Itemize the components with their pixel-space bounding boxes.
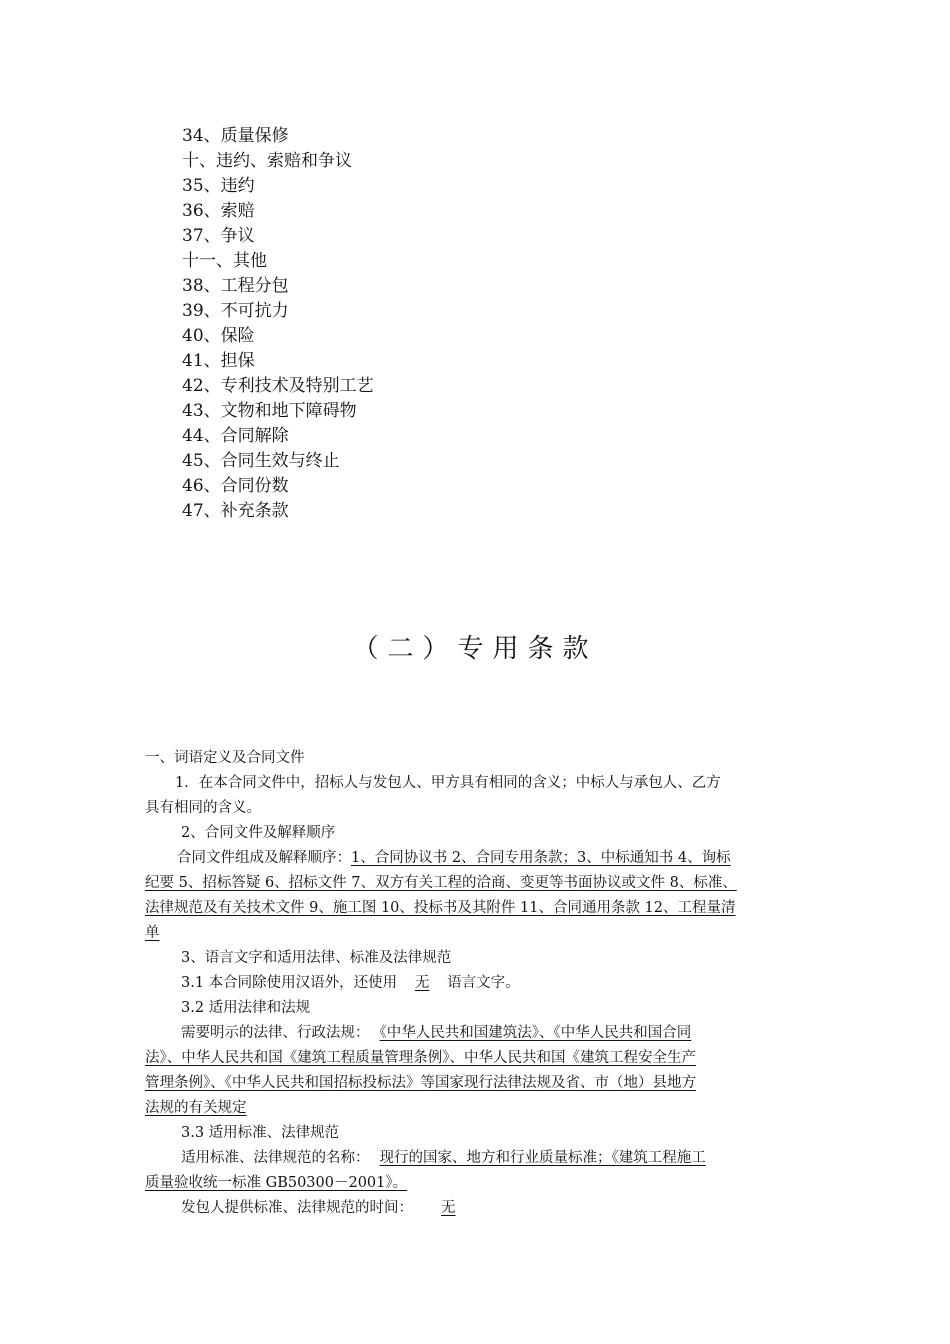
- language-clause-prefix: 3.1 本合同除使用汉语外，还使用: [181, 975, 398, 991]
- special-terms-body: [145, 746, 825, 1221]
- toc-item: 43、文物和地下障碍物: [182, 401, 357, 421]
- document-order-value: 法律规范及有关技术文件 9、施工图 10、投标书及其附件 11、合同通用条款 12、工程量清: [145, 900, 736, 916]
- subheading-laws: 3.2 适用法律和法规: [181, 1000, 311, 1016]
- heading-language-law: 3、语言文字和适用法律、标准及法律规范: [181, 950, 452, 966]
- toc-item: 47、补充条款: [182, 501, 289, 521]
- toc-item: 39、不可抗力: [182, 301, 289, 321]
- standards-value: 现行的国家、地方和行业质量标准；《建筑工程施工: [379, 1150, 706, 1166]
- table-of-contents: [182, 124, 374, 524]
- toc-item: 十、违约、索赔和争议: [182, 151, 352, 171]
- toc-item: 42、专利技术及特别工艺: [182, 376, 374, 396]
- paragraph-line: [145, 846, 825, 871]
- document-order-value: 1、合同协议书 2、合同专用条款；3、中标通知书 4、询标: [351, 850, 731, 866]
- document-order-label: 合同文件组成及解释顺序：: [177, 850, 351, 866]
- toc-item: 46、合同份数: [182, 476, 289, 496]
- provide-time-fill-value: 无: [441, 1200, 456, 1216]
- language-clause-suffix: 语言文字。: [447, 975, 520, 991]
- paragraph-line: [145, 1046, 825, 1071]
- paragraph-line: [145, 896, 825, 921]
- toc-item: 40、保险: [182, 326, 255, 346]
- document-order-value: 纪要 5、招标答疑 6、招标文件 7、双方有关工程的洽商、变更等书面协议或文件 8、标准、: [145, 875, 737, 891]
- toc-item: 38、工程分包: [182, 276, 289, 296]
- provide-time-label: 发包人提供标准、法律规范的时间：: [181, 1200, 413, 1216]
- toc-item: 35、违约: [182, 176, 255, 196]
- paragraph-line: 具有相同的含义。: [145, 800, 261, 816]
- section-title: （二）专用条款: [352, 634, 598, 664]
- standards-label: 适用标准、法律规范的名称：: [181, 1150, 370, 1166]
- paragraph-line: [145, 1096, 825, 1121]
- laws-value: 《中华人民共和国建筑法》、《中华人民共和国合同: [379, 1025, 692, 1041]
- toc-item: 36、索赔: [182, 201, 255, 221]
- paragraph-line: [145, 1146, 825, 1171]
- laws-value: 法规的有关规定: [145, 1100, 247, 1116]
- paragraph-line: 1．在本合同文件中，招标人与发包人、甲方具有相同的含义；中标人与承包人、乙方: [175, 775, 721, 791]
- toc-item: 十一、其他: [182, 251, 267, 271]
- paragraph-line: [145, 871, 825, 896]
- paragraph-line: [145, 921, 825, 946]
- toc-item: 41、担保: [182, 351, 255, 371]
- paragraph-line: [145, 1021, 825, 1046]
- heading-definitions: 一、词语定义及合同文件: [145, 750, 305, 766]
- toc-item: 45、合同生效与终止: [182, 451, 340, 471]
- subheading-standards: 3.3 适用标准、法律规范: [181, 1125, 340, 1141]
- laws-value: 管理条例》、《中华人民共和国招标投标法》等国家现行法律法规及省、市（地）县地方: [145, 1075, 696, 1091]
- heading-document-order: 2、合同文件及解释顺序: [181, 825, 336, 841]
- paragraph-line: [145, 1071, 825, 1096]
- laws-label: 需要明示的法律、行政法规：: [181, 1025, 370, 1041]
- laws-value: 法》、中华人民共和国《建筑工程质量管理条例》、中华人民共和国《建筑工程安全生产: [145, 1050, 696, 1066]
- paragraph-line: [145, 1196, 825, 1221]
- document-order-value: 单: [145, 925, 160, 941]
- toc-item: 34、质量保修: [182, 126, 289, 146]
- language-fill-value: 无: [414, 975, 430, 991]
- toc-item: 44、合同解除: [182, 426, 289, 446]
- toc-item: 37、争议: [182, 226, 255, 246]
- standards-value: 质量验收统一标准 GB50300－2001》。: [145, 1175, 408, 1191]
- paragraph-line: [145, 971, 825, 996]
- paragraph-line: [145, 1171, 825, 1196]
